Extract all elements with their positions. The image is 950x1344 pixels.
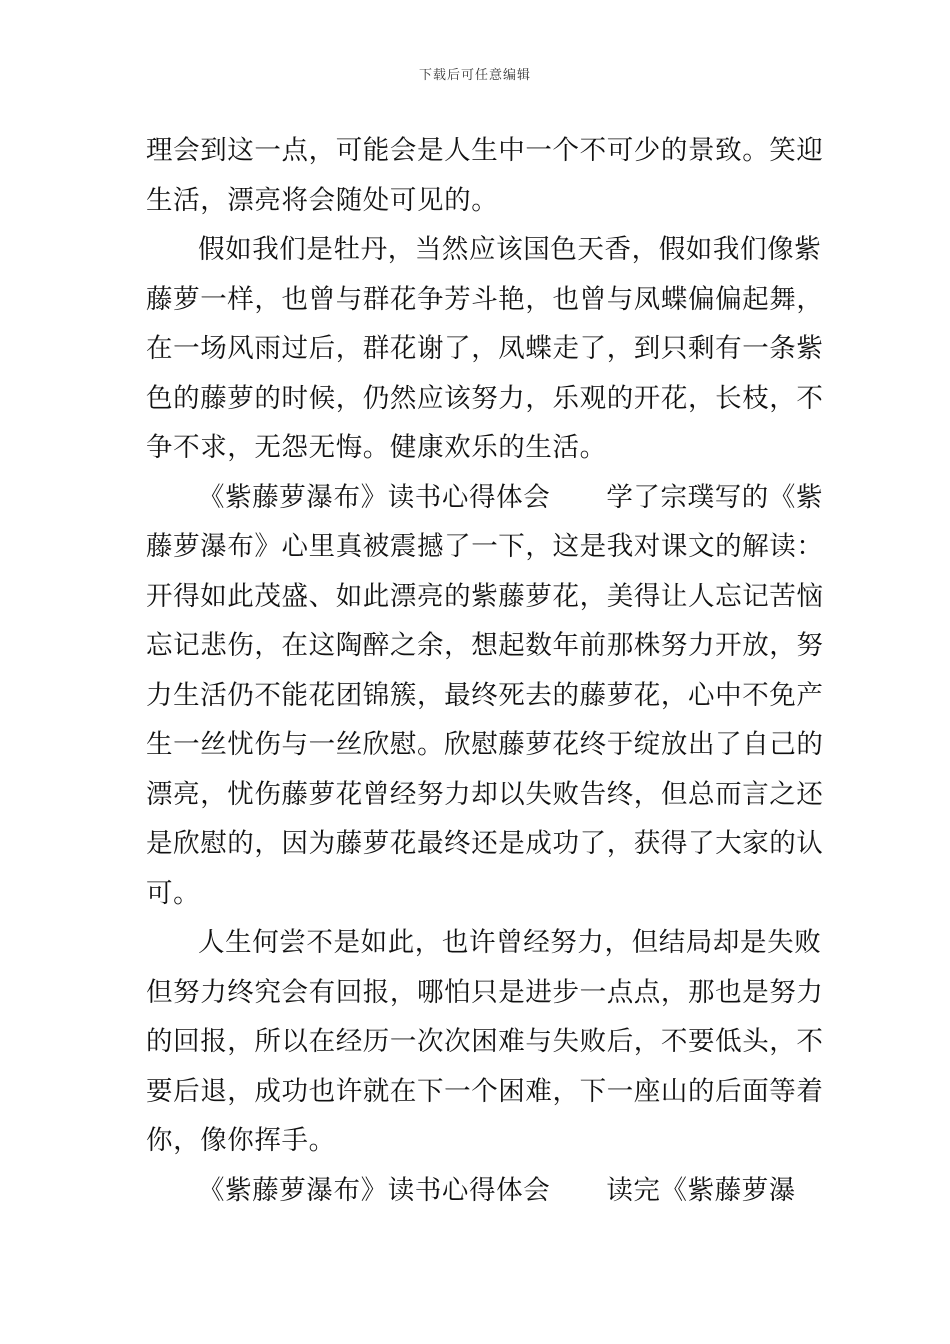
text-line: 色的藤萝的时候，仍然应该努力，乐观的开花，长枝，不 xyxy=(146,382,824,414)
text-line: 开得如此茂盛、如此漂亮的紫藤萝花，美得让人忘记苦恼 xyxy=(146,580,824,612)
text-line: 你，像你挥手。 xyxy=(146,1125,336,1156)
page-header: 下载后可任意编辑 xyxy=(418,68,531,83)
text-line: 在一场风雨过后，群花谢了，凤蝶走了，到只剩有一条紫 xyxy=(146,333,824,364)
section-title: 《紫藤萝瀑布》读书心得体会 xyxy=(198,1174,551,1206)
section-text-start: 读完《紫藤萝瀑 xyxy=(606,1174,797,1206)
paragraph-first-line: 假如我们是牡丹，当然应该国色天香，假如我们像紫 xyxy=(198,234,822,265)
section-heading-line xyxy=(146,1166,812,1216)
text-line: 是欣慰的，因为藤萝花最终还是成功了，获得了大家的认 xyxy=(146,828,824,859)
text-line: 生一丝忧伤与一丝欣慰。欣慰藤萝花终于绽放出了自己的 xyxy=(146,729,824,760)
text-line: 忘记悲伤，在这陶醉之余，想起数年前那株努力开放，努 xyxy=(146,630,824,661)
text-line: 藤萝瀑布》心里真被震撼了一下，这是我对课文的解读： xyxy=(146,531,824,562)
section-title: 《紫藤萝瀑布》读书心得体会 xyxy=(198,481,551,513)
section-text-start: 学了宗璞写的《紫 xyxy=(606,481,824,513)
text-line: 生活，漂亮将会随处可见的。 xyxy=(146,184,499,216)
text-line: 力生活仍不能花团锦簇，最终死去的藤萝花，心中不免产 xyxy=(146,679,824,711)
text-line: 但努力终究会有回报，哪怕只是进步一点点，那也是努力 xyxy=(146,976,824,1008)
text-line: 的回报，所以在经历一次次困难与失败后，不要低头，不 xyxy=(146,1026,824,1057)
text-line: 漂亮，忧伤藤萝花曾经努力却以失败告终，但总而言之还 xyxy=(146,778,824,810)
document-body xyxy=(146,126,824,1215)
text-line: 可。 xyxy=(146,877,201,909)
text-line: 要后退，成功也许就在下一个困难，下一座山的后面等着 xyxy=(146,1075,824,1107)
text-line: 争不求，无怨无悔。健康欢乐的生活。 xyxy=(146,432,607,463)
paragraph-first-line: 人生何尝不是如此，也许曾经努力，但结局却是失败 xyxy=(198,927,822,958)
section-heading-line xyxy=(146,473,824,523)
text-line: 理会到这一点，可能会是人生中一个不可少的景致。笑迎 xyxy=(146,135,824,166)
text-line: 藤萝一样，也曾与群花争芳斗艳，也曾与凤蝶偏偏起舞， xyxy=(146,283,824,315)
